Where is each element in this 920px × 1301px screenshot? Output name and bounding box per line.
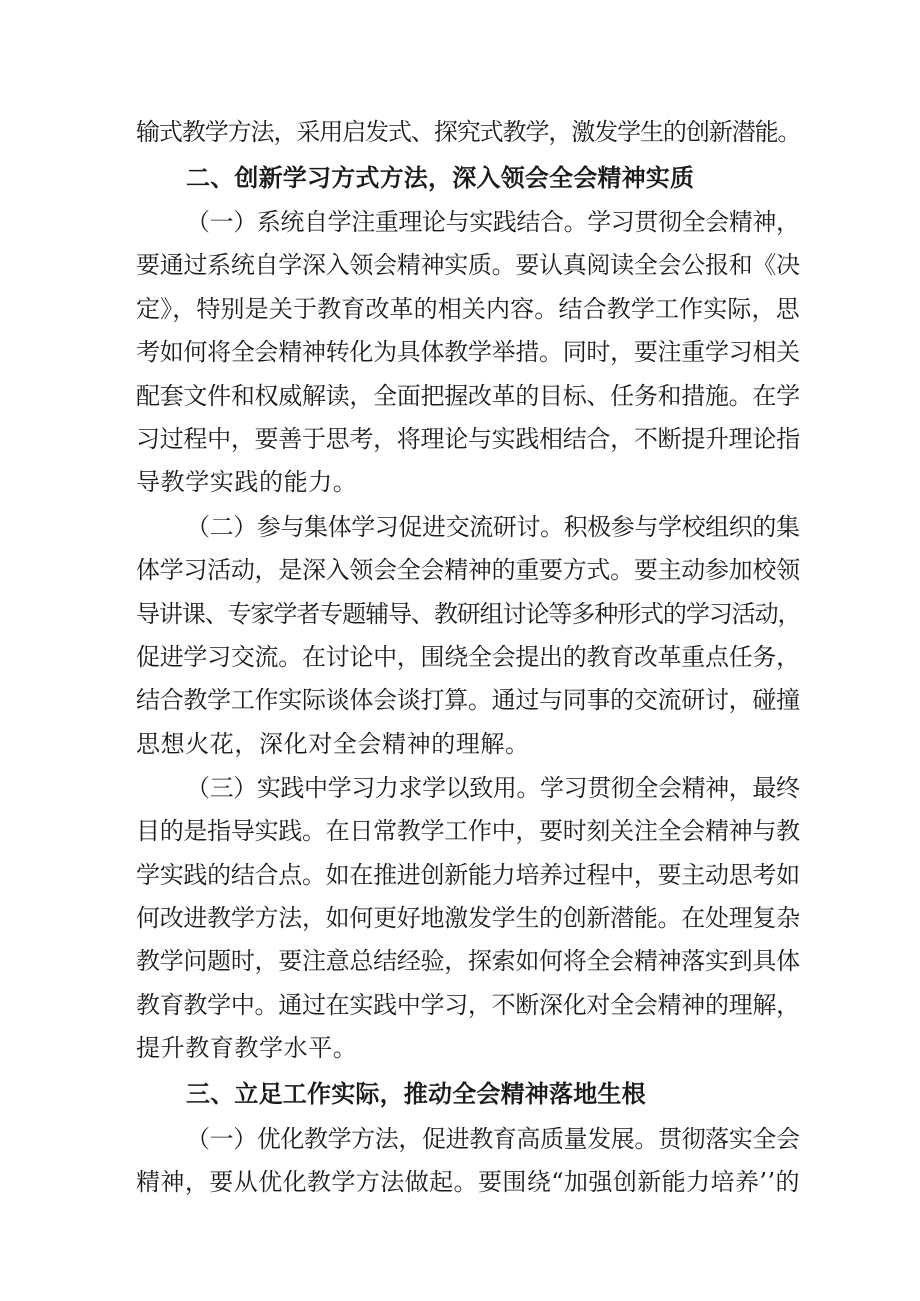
body-line: 导教学实践的能力。 [136, 468, 358, 496]
paragraph-first-line: （一）优化教学方法，促进教育高质量发展。贯彻落实全会 [186, 1125, 800, 1153]
body-line: 考如何将全会精神转化为具体教学举措。同时，要注重学习相关 [136, 338, 800, 366]
section-heading-3: 三、立足工作实际，推动全会精神落地生根 [186, 1080, 646, 1108]
body-line: 要通过系统自学深入领会精神实质。要认真阅读全会公报和《决 [136, 251, 800, 279]
body-line: 提升教育教学水平。 [136, 1034, 358, 1062]
body-line: 体学习活动，是深入领会全会精神的重要方式。要主动参加校领 [136, 556, 800, 584]
body-line: 教学问题时，要注意总结经验，探索如何将全会精神落实到具体 [136, 947, 800, 975]
paragraph-first-line: （三）实践中学习力求学以致用。学习贯彻全会精神，最终 [186, 774, 800, 802]
body-line: 输式教学方法，采用启发式、探究式教学，激发学生的创新潜能。 [136, 118, 801, 146]
body-line: 精神，要从优化教学方法做起。要围绕“加强创新能力培养’’的 [136, 1168, 800, 1196]
body-line: 导讲课、专家学者专题辅导、教研组讨论等多种形式的学习活动， [136, 600, 801, 628]
paragraph-first-line: （一）系统自学注重理论与实践结合。学习贯彻全会精神， [186, 208, 800, 236]
body-line: 促进学习交流。在讨论中，围绕全会提出的教育改革重点任务， [136, 643, 800, 671]
section-heading-2: 二、创新学习方式方法，深入领会全会精神实质 [186, 164, 695, 192]
body-line: 配套文件和权威解读，全面把握改革的目标、任务和措施。在学 [136, 382, 800, 410]
body-line: 教育教学中。通过在实践中学习，不断深化对全会精神的理解， [136, 991, 800, 1019]
body-line: 结合教学工作实际谈体会谈打算。通过与同事的交流研讨，碰撞 [136, 686, 800, 714]
body-line: 何改进教学方法，如何更好地激发学生的创新潜能。在处理复杂 [136, 904, 800, 932]
body-line: 思想火花，深化对全会精神的理解。 [136, 730, 530, 758]
body-line: 定》，特别是关于教育改革的相关内容。结合教学工作实际，思 [136, 295, 800, 323]
paragraph-first-line: （二）参与集体学习促进交流研讨。积极参与学校组织的集 [186, 513, 800, 541]
body-line: 习过程中，要善于思考，将理论与实践相结合，不断提升理论指 [136, 425, 800, 453]
body-line: 学实践的结合点。如在推进创新能力培养过程中，要主动思考如 [136, 861, 800, 889]
body-line: 目的是指导实践。在日常教学工作中，要时刻关注全会精神与教 [136, 817, 800, 845]
